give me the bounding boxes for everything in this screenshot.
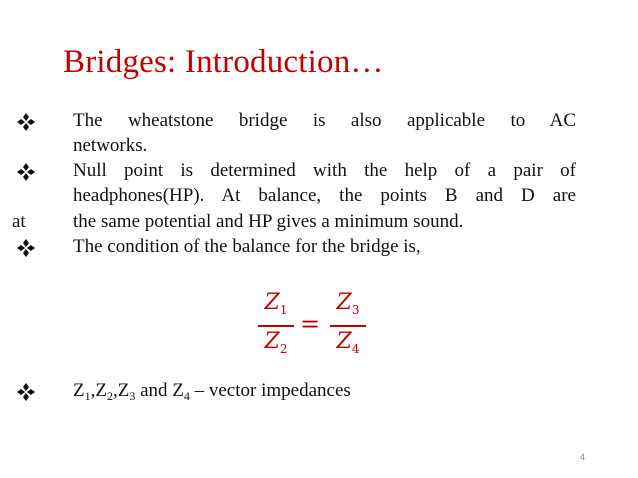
left-denominator: Z <box>264 329 280 354</box>
z2-symbol: Z <box>95 380 107 401</box>
four-diamond-bullet-icon <box>16 162 36 182</box>
balance-equation <box>258 290 370 370</box>
four-diamond-bullet-icon <box>16 382 36 402</box>
right-numerator: Z <box>336 290 352 315</box>
page-number: 4 <box>580 452 586 462</box>
left-fraction <box>258 290 294 362</box>
z1-symbol: Z <box>73 380 85 401</box>
left-numerator: Z <box>264 290 280 315</box>
bullet-2-line-3: the same potential and HP gives a minimum sound. <box>73 211 464 232</box>
slide-title: Bridges: Introduction… <box>63 44 384 80</box>
fraction-bar <box>258 325 294 327</box>
z1-subscript: 1 <box>84 389 91 403</box>
bullet-2-line-1: Null point is determined with the help of a pair of <box>73 160 576 181</box>
z4-subscript: 4 <box>183 389 190 403</box>
separator: , <box>90 380 96 401</box>
right-denominator: Z <box>336 329 352 354</box>
right-numerator-subscript: 3 <box>351 303 360 317</box>
impedance-bullet <box>73 380 351 402</box>
and-text: and <box>135 380 173 401</box>
bullet-1-line-1: The wheatstone bridge is also applicable to AC <box>73 110 576 131</box>
bullet-1-line-2: networks. <box>73 135 148 156</box>
stray-prefix: at <box>12 211 26 232</box>
right-fraction <box>330 290 366 362</box>
bullet-3-line-1: The condition of the balance for the bridge is, <box>73 236 421 257</box>
vector-impedances-text: – vector impedances <box>189 380 351 401</box>
z3-subscript: 3 <box>129 389 136 403</box>
z2-subscript: 2 <box>106 389 113 403</box>
fraction-bar <box>330 325 366 327</box>
bullet-2-line-2: headphones(HP). At balance, the points B and D are <box>73 185 576 206</box>
z3-symbol: Z <box>117 380 130 401</box>
left-numerator-subscript: 1 <box>279 303 288 317</box>
four-diamond-bullet-icon <box>16 238 36 258</box>
z4-symbol: Z <box>172 380 184 401</box>
right-denominator-subscript: 4 <box>351 342 360 356</box>
separator: , <box>112 380 118 401</box>
four-diamond-bullet-icon <box>16 112 36 132</box>
equals-sign: = <box>300 310 321 338</box>
left-denominator-subscript: 2 <box>279 342 288 356</box>
